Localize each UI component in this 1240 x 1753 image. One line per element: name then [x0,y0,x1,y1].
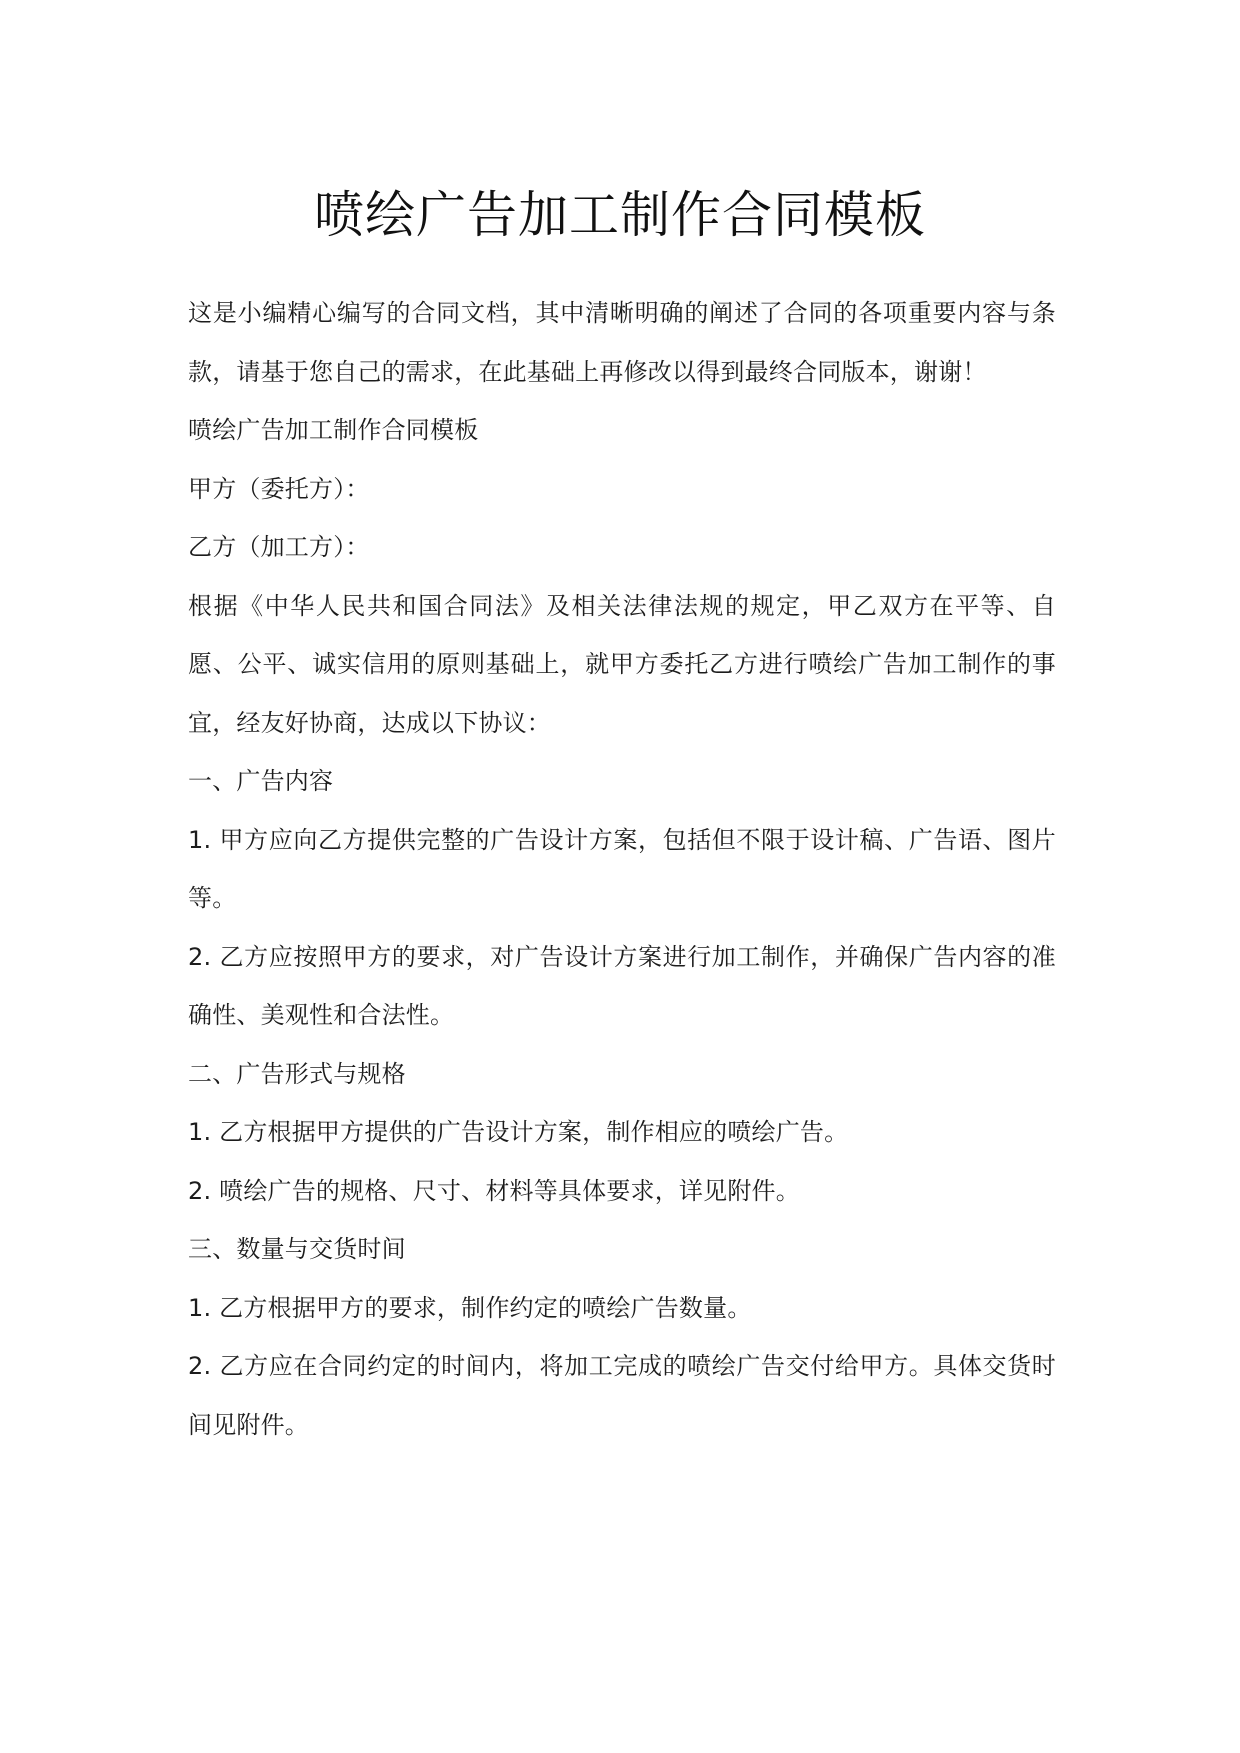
section-heading-3: 三、数量与交货时间 [188,1235,406,1263]
clause-3-2: 2. 乙方应在合同约定的时间内，将加工完成的喷绘广告交付给甲方。具体交货时间见附件。 [188,1352,1056,1439]
contract-subtitle: 喷绘广告加工制作合同模板 [188,416,479,444]
section-heading-2: 二、广告形式与规格 [188,1059,406,1088]
party-a-line: 甲方（委托方）： [188,474,370,503]
preamble-paragraph: 根据《中华人民共和国合同法》及相关法律法规的规定，甲乙双方在平等、自愿、公平、诚实信用的原则基础上，就甲方委托乙方进行喷绘广告加工制作的事宜，经友好协商，达成以下协议： [188,591,1056,737]
clause-3-1: 1. 乙方根据甲方的要求，制作约定的喷绘广告数量。 [188,1293,752,1322]
intro-paragraph: 这是小编精心编写的合同文档，其中清晰明确的阐述了合同的各项重要内容与条款，请基于您自己的需求，在此基础上再修改以得到最终合同版本，谢谢！ [188,299,1056,386]
clause-2-2: 2. 喷绘广告的规格、尺寸、材料等具体要求，详见附件。 [188,1176,800,1205]
section-heading-1: 一、广告内容 [188,767,334,795]
clause-1-1: 1. 甲方应向乙方提供完整的广告设计方案，包括但不限于设计稿、广告语、图片等。 [188,825,1056,912]
document-body [188,284,1056,1454]
clause-2-1: 1. 乙方根据甲方提供的广告设计方案，制作相应的喷绘广告。 [188,1118,849,1146]
document-title: 喷绘广告加工制作合同模板 [314,186,926,244]
party-b-line: 乙方（加工方）： [188,533,370,561]
clause-1-2: 2. 乙方应按照甲方的要求，对广告设计方案进行加工制作，并确保广告内容的准确性、美观性和合法性。 [188,942,1056,1029]
